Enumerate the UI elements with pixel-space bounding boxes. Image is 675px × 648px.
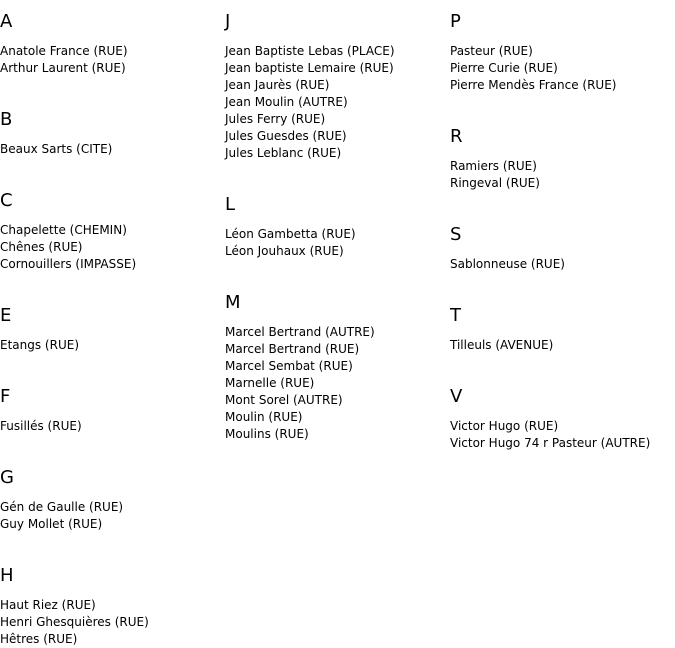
group-spacer (450, 273, 675, 294)
street-link[interactable]: Sablonneuse (RUE) (450, 257, 565, 271)
group-spacer (225, 162, 449, 183)
street-link[interactable]: Victor Hugo 74 r Pasteur (AUTRE) (450, 436, 651, 450)
street-link[interactable]: Pasteur (RUE) (450, 44, 533, 58)
street-link[interactable]: Chênes (RUE) (0, 240, 83, 254)
street-link[interactable]: Léon Jouhaux (RUE) (225, 244, 344, 258)
letter-group (450, 12, 675, 94)
street-link[interactable]: Beaux Sarts (CITE) (0, 142, 113, 156)
street-index-column-1 (0, 0, 224, 648)
street-link[interactable]: Moulins (RUE) (225, 427, 309, 441)
letter-heading: M (225, 292, 241, 313)
street-link[interactable]: Etangs (RUE) (0, 338, 79, 352)
letter-heading: G (0, 467, 14, 488)
letter-group (0, 566, 224, 648)
letter-group (0, 306, 224, 354)
street-link[interactable]: Marcel Bertrand (AUTRE) (225, 325, 375, 339)
street-link[interactable]: Haut Riez (RUE) (0, 598, 96, 612)
street-link[interactable]: Marcel Sembat (RUE) (225, 359, 353, 373)
letter-heading: C (0, 190, 13, 211)
letter-heading: P (450, 11, 461, 32)
letter-group (450, 127, 675, 192)
street-link[interactable]: Tilleuls (AVENUE) (450, 338, 554, 352)
letter-heading: H (0, 565, 14, 586)
letter-heading: B (0, 109, 13, 130)
street-link[interactable]: Léon Gambetta (RUE) (225, 227, 356, 241)
group-spacer (450, 94, 675, 115)
letter-group (450, 225, 675, 273)
street-link[interactable]: Guy Mollet (RUE) (0, 517, 103, 531)
letter-group (0, 12, 224, 77)
letter-heading: R (450, 126, 463, 147)
street-link[interactable]: Jules Ferry (RUE) (225, 112, 326, 126)
street-link[interactable]: Arthur Laurent (RUE) (0, 61, 126, 75)
street-link[interactable]: Henri Ghesquières (RUE) (0, 615, 149, 629)
letter-heading: F (0, 386, 11, 407)
street-link[interactable]: Pierre Curie (RUE) (450, 61, 558, 75)
letter-group (450, 387, 675, 452)
letter-group (225, 12, 449, 162)
street-link[interactable]: Mont Sorel (AUTRE) (225, 393, 343, 407)
street-link[interactable]: Jean Baptiste Lebas (PLACE) (225, 44, 395, 58)
group-spacer (0, 273, 224, 294)
street-link[interactable]: Marcel Bertrand (RUE) (225, 342, 360, 356)
letter-heading: L (225, 194, 236, 215)
letter-heading: S (450, 224, 462, 245)
street-link[interactable]: Pierre Mendès France (RUE) (450, 78, 617, 92)
street-link[interactable]: Moulin (RUE) (225, 410, 303, 424)
letter-group (0, 191, 224, 273)
street-link[interactable]: Gén de Gaulle (RUE) (0, 500, 124, 514)
street-link[interactable]: Jules Leblanc (RUE) (225, 146, 342, 160)
street-index-column-3 (450, 0, 675, 452)
letter-group (225, 293, 449, 443)
letter-group (0, 468, 224, 533)
group-spacer (0, 533, 224, 554)
group-spacer (0, 77, 224, 98)
letter-heading: V (450, 386, 463, 407)
group-spacer (450, 192, 675, 213)
street-link[interactable]: Jean Moulin (AUTRE) (225, 95, 348, 109)
street-link[interactable]: Jules Guesdes (RUE) (225, 129, 347, 143)
street-link[interactable]: Chapelette (CHEMIN) (0, 223, 127, 237)
letter-group (0, 110, 224, 158)
group-spacer (225, 260, 449, 281)
group-spacer (450, 354, 675, 375)
letter-heading: J (225, 11, 231, 32)
letter-group (450, 306, 675, 354)
group-spacer (0, 354, 224, 375)
street-link[interactable]: Hêtres (RUE) (0, 632, 78, 646)
letter-heading: T (450, 305, 461, 326)
street-index-column-2 (225, 0, 449, 443)
letter-heading: A (0, 11, 13, 32)
street-link[interactable]: Cornouillers (IMPASSE) (0, 257, 137, 271)
letter-group (0, 387, 224, 435)
letter-group (225, 195, 449, 260)
street-link[interactable]: Anatole France (RUE) (0, 44, 128, 58)
street-link[interactable]: Victor Hugo (RUE) (450, 419, 559, 433)
street-link[interactable]: Marnelle (RUE) (225, 376, 315, 390)
street-link[interactable]: Jean baptiste Lemaire (RUE) (225, 61, 394, 75)
group-spacer (0, 435, 224, 456)
group-spacer (0, 158, 224, 179)
street-link[interactable]: Jean Jaurès (RUE) (225, 78, 330, 92)
street-link[interactable]: Fusillés (RUE) (0, 419, 82, 433)
street-link[interactable]: Ramiers (RUE) (450, 159, 537, 173)
street-link[interactable]: Ringeval (RUE) (450, 176, 540, 190)
letter-heading: E (0, 305, 12, 326)
